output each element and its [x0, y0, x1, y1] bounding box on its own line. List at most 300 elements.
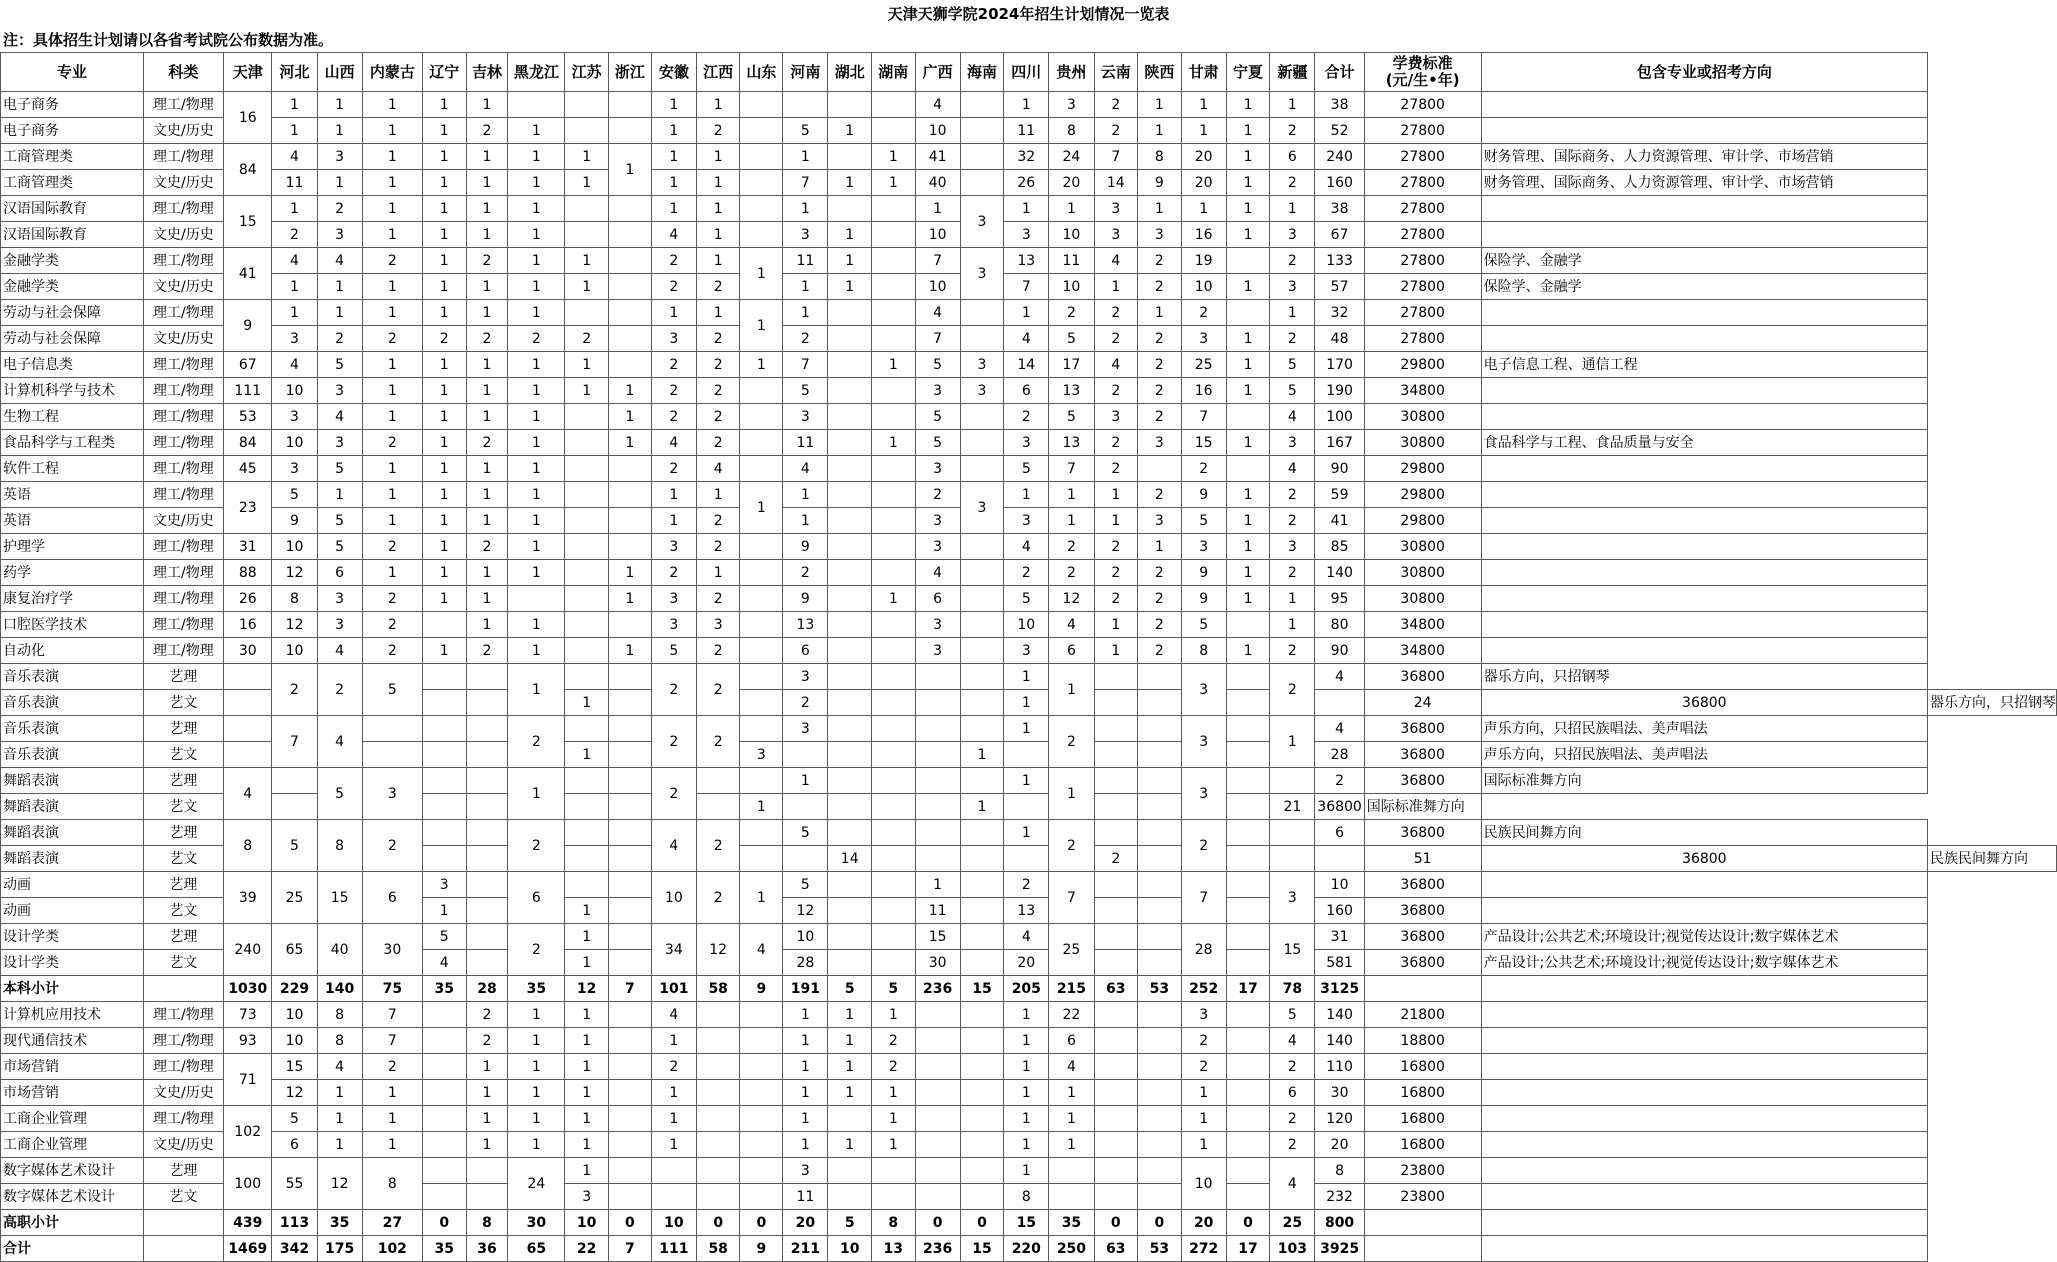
- table-cell: 市场营销: [1, 1080, 144, 1106]
- table-cell: 5: [1049, 326, 1094, 352]
- table-cell: 12: [696, 924, 740, 976]
- table-cell: 1: [1270, 586, 1315, 612]
- table-cell: 电子信息类: [1, 352, 144, 378]
- table-row: [1, 274, 2057, 300]
- table-cell: 1: [317, 300, 362, 326]
- table-cell: 6: [1270, 1080, 1315, 1106]
- table-cell: 11: [783, 248, 828, 274]
- table-cell: 1: [362, 118, 422, 144]
- table-cell: [740, 196, 783, 222]
- table-cell: 2: [696, 404, 740, 430]
- table-cell: [565, 612, 609, 638]
- table-cell: 6: [783, 638, 828, 664]
- table-cell: 13: [872, 1236, 916, 1262]
- table-cell: 2: [651, 274, 696, 300]
- table-cell: 1: [1004, 1002, 1049, 1028]
- table-cell: 52: [1315, 118, 1364, 144]
- table-cell: 10: [272, 534, 317, 560]
- table-cell: [740, 92, 783, 118]
- table-cell: 1: [783, 482, 828, 508]
- table-cell: 2: [1270, 1106, 1315, 1132]
- table-cell: 2: [1138, 378, 1182, 404]
- table-cell: [608, 612, 651, 638]
- table-cell: 2: [651, 404, 696, 430]
- table-row: [1, 1054, 2057, 1080]
- table-cell: [740, 1184, 783, 1210]
- table-cell: [828, 924, 872, 950]
- table-cell: [1094, 1106, 1138, 1132]
- table-cell: 4: [1315, 716, 1364, 742]
- table-cell: [224, 742, 272, 768]
- table-cell: [828, 950, 872, 976]
- table-cell: 3: [1004, 508, 1049, 534]
- table-cell: 36800: [1364, 898, 1481, 924]
- table-cell: 1: [362, 482, 422, 508]
- table-cell: 1: [608, 404, 651, 430]
- table-cell: 3: [272, 326, 317, 352]
- table-cell: [651, 1184, 696, 1210]
- table-cell: 4: [740, 924, 783, 976]
- table-cell: 电子商务: [1, 118, 144, 144]
- table-cell: [740, 1158, 783, 1184]
- table-cell: 8: [466, 1210, 508, 1236]
- table-cell: 1: [565, 924, 609, 950]
- table-cell: [960, 170, 1004, 196]
- table-cell: 1: [872, 1080, 916, 1106]
- table-cell: 10: [651, 1210, 696, 1236]
- table-cell: 4: [272, 352, 317, 378]
- table-cell: 19: [1181, 248, 1226, 274]
- table-cell: 1: [466, 222, 508, 248]
- table-cell: [1138, 716, 1182, 742]
- table-cell: 口腔医学技术: [1, 612, 144, 638]
- table-cell: 1: [362, 456, 422, 482]
- table-cell: 11: [783, 1184, 828, 1210]
- table-cell: [1094, 1080, 1138, 1106]
- table-cell: 27800: [1364, 118, 1481, 144]
- table-cell: [1481, 92, 1927, 118]
- table-cell: 73: [224, 1002, 272, 1028]
- table-cell: 10: [272, 1028, 317, 1054]
- table-cell: 111: [651, 1236, 696, 1262]
- table-cell: 7: [1004, 274, 1049, 300]
- table-cell: 1: [317, 1080, 362, 1106]
- table-cell: 35: [508, 976, 565, 1002]
- table-cell: 23: [224, 482, 272, 534]
- table-cell: [872, 794, 916, 820]
- table-cell: 2: [466, 248, 508, 274]
- table-cell: 90: [1315, 456, 1364, 482]
- table-cell: [872, 92, 916, 118]
- table-cell: 1: [508, 196, 565, 222]
- table-cell: 4: [224, 768, 272, 820]
- table-cell: [872, 820, 916, 846]
- table-cell: [1138, 1106, 1182, 1132]
- table-cell: 4: [317, 1054, 362, 1080]
- table-cell: 439: [224, 1210, 272, 1236]
- table-cell: 236: [915, 1236, 960, 1262]
- table-cell: 4: [1270, 1158, 1315, 1210]
- table-cell: 食品科学与工程类: [1, 430, 144, 456]
- table-cell: 1: [466, 1080, 508, 1106]
- table-cell: 5: [828, 976, 872, 1002]
- table-cell: 4: [317, 716, 362, 768]
- table-cell: [565, 222, 609, 248]
- table-cell: 文史/历史: [143, 274, 223, 300]
- table-cell: 53: [1138, 976, 1182, 1002]
- table-cell: 2: [1270, 1132, 1315, 1158]
- table-cell: [696, 1028, 740, 1054]
- table-cell: 9: [1138, 170, 1182, 196]
- table-cell: 1: [1226, 196, 1270, 222]
- table-cell: 4: [272, 248, 317, 274]
- table-cell: 7: [272, 716, 317, 768]
- table-cell: [915, 1158, 960, 1184]
- table-cell: [915, 768, 960, 794]
- table-cell: 10: [1049, 222, 1094, 248]
- table-cell: [608, 352, 651, 378]
- table-cell: 2: [872, 1028, 916, 1054]
- table-row: [1, 482, 2057, 508]
- table-cell: 3: [317, 612, 362, 638]
- table-cell: [224, 664, 272, 690]
- table-cell: 5: [422, 924, 466, 950]
- table-cell: [565, 820, 609, 846]
- table-cell: 1: [422, 456, 466, 482]
- table-cell: 5: [317, 456, 362, 482]
- table-cell: [960, 638, 1004, 664]
- table-cell: 1: [317, 482, 362, 508]
- table-cell: [960, 1002, 1004, 1028]
- table-cell: 13: [783, 612, 828, 638]
- table-cell: 3: [696, 612, 740, 638]
- table-cell: 10: [1181, 1158, 1226, 1210]
- table-cell: [915, 846, 960, 872]
- table-cell: 2: [696, 820, 740, 872]
- table-cell: 2: [1004, 872, 1049, 898]
- table-cell: [608, 482, 651, 508]
- table-cell: 1: [1049, 508, 1094, 534]
- table-cell: [1094, 1054, 1138, 1080]
- table-cell: 软件工程: [1, 456, 144, 482]
- table-cell: [1226, 664, 1270, 690]
- table-row: [1, 1080, 2057, 1106]
- table-cell: 1: [1181, 1080, 1226, 1106]
- table-cell: 1: [828, 170, 872, 196]
- table-cell: 1: [783, 196, 828, 222]
- column-header: 学费标准 (元/生•年): [1364, 53, 1481, 92]
- table-cell: 护理学: [1, 534, 144, 560]
- table-cell: 文史/历史: [143, 170, 223, 196]
- table-cell: [828, 1158, 872, 1184]
- table-cell: [1138, 1158, 1182, 1184]
- table-cell: [1226, 846, 1270, 872]
- table-cell: [872, 274, 916, 300]
- table-cell: 2: [466, 534, 508, 560]
- table-cell: [1270, 820, 1315, 846]
- table-cell: 63: [1094, 1236, 1138, 1262]
- table-row: [1, 118, 2057, 144]
- table-cell: 1: [565, 690, 609, 716]
- table-cell: [1138, 690, 1182, 716]
- table-cell: [1138, 768, 1182, 794]
- column-header: 甘肃: [1181, 53, 1226, 92]
- table-cell: 1: [1004, 300, 1049, 326]
- table-cell: 2: [1138, 326, 1182, 352]
- table-cell: 67: [1315, 222, 1364, 248]
- table-cell: 1: [1004, 1054, 1049, 1080]
- table-cell: 1: [362, 404, 422, 430]
- table-cell: 3: [783, 404, 828, 430]
- table-cell: 24: [508, 1158, 565, 1210]
- table-cell: [960, 1054, 1004, 1080]
- table-cell: 2: [362, 638, 422, 664]
- table-cell: [565, 196, 609, 222]
- table-cell: 艺理: [143, 664, 223, 690]
- table-cell: 3: [1138, 222, 1182, 248]
- table-cell: 35: [422, 976, 466, 1002]
- table-cell: 1: [1049, 1080, 1094, 1106]
- table-cell: [1270, 846, 1315, 872]
- table-cell: 9: [1181, 560, 1226, 586]
- table-cell: 音乐表演: [1, 690, 144, 716]
- table-row: [1, 404, 2057, 430]
- table-cell: [740, 456, 783, 482]
- table-cell: [828, 196, 872, 222]
- table-cell: 1: [508, 118, 565, 144]
- table-cell: 1: [508, 534, 565, 560]
- table-cell: 28: [1181, 924, 1226, 976]
- table-cell: 1: [466, 508, 508, 534]
- table-cell: [1364, 1210, 1481, 1236]
- table-cell: 102: [224, 1106, 272, 1158]
- table-cell: [872, 508, 916, 534]
- table-cell: 本科小计: [1, 976, 144, 1002]
- table-cell: [224, 690, 272, 716]
- table-cell: [1481, 1210, 1927, 1236]
- table-row: [1, 534, 2057, 560]
- table-cell: 理工/物理: [143, 404, 223, 430]
- table-cell: 1: [783, 768, 828, 794]
- table-cell: [828, 794, 872, 820]
- table-row: [1, 144, 2057, 170]
- table-cell: 1: [696, 196, 740, 222]
- table-cell: 2: [651, 378, 696, 404]
- table-cell: 8: [1049, 118, 1094, 144]
- table-cell: 2: [696, 274, 740, 300]
- table-cell: 3: [1181, 326, 1226, 352]
- table-cell: 3: [960, 352, 1004, 378]
- table-cell: 2: [915, 482, 960, 508]
- table-cell: [1481, 1132, 1927, 1158]
- table-cell: 58: [696, 976, 740, 1002]
- table-cell: 1: [696, 560, 740, 586]
- table-cell: 3: [1094, 222, 1138, 248]
- table-cell: [960, 950, 1004, 976]
- table-cell: [872, 404, 916, 430]
- table-cell: [1270, 768, 1315, 794]
- table-row: [1, 300, 2057, 326]
- table-cell: 1: [362, 170, 422, 196]
- table-cell: 3: [1181, 664, 1226, 716]
- table-cell: 1: [1094, 482, 1138, 508]
- table-cell: [828, 144, 872, 170]
- table-cell: [740, 586, 783, 612]
- table-cell: [1315, 690, 1364, 716]
- table-cell: 1: [508, 768, 565, 820]
- table-cell: 205: [1004, 976, 1049, 1002]
- table-cell: 2: [1094, 560, 1138, 586]
- table-cell: 1: [696, 92, 740, 118]
- table-cell: 1: [1049, 664, 1094, 716]
- table-cell: 190: [1315, 378, 1364, 404]
- table-cell: 25: [1049, 924, 1094, 976]
- table-cell: 1: [1226, 170, 1270, 196]
- table-cell: 9: [1181, 586, 1226, 612]
- table-cell: 3: [651, 534, 696, 560]
- table-cell: [740, 404, 783, 430]
- table-cell: 40: [915, 170, 960, 196]
- table-cell: [828, 716, 872, 742]
- table-cell: [960, 768, 1004, 794]
- table-cell: 1: [1004, 1080, 1049, 1106]
- table-cell: [960, 612, 1004, 638]
- table-cell: 8: [1181, 638, 1226, 664]
- table-cell: [1364, 976, 1481, 1002]
- table-cell: 理工/物理: [143, 1028, 223, 1054]
- table-cell: [565, 716, 609, 742]
- table-cell: 2: [1094, 534, 1138, 560]
- table-cell: 1: [466, 456, 508, 482]
- table-cell: 10: [1049, 274, 1094, 300]
- table-cell: 20: [783, 1210, 828, 1236]
- table-cell: 1: [508, 248, 565, 274]
- table-cell: 1: [317, 118, 362, 144]
- table-cell: 理工/物理: [143, 534, 223, 560]
- table-cell: 9: [740, 976, 783, 1002]
- table-cell: [828, 638, 872, 664]
- table-cell: [960, 326, 1004, 352]
- table-cell: 5: [651, 638, 696, 664]
- table-cell: 75: [362, 976, 422, 1002]
- table-cell: 1: [828, 118, 872, 144]
- table-cell: 1: [508, 222, 565, 248]
- table-cell: 生物工程: [1, 404, 144, 430]
- table-cell: 2: [272, 222, 317, 248]
- table-cell: 29800: [1364, 352, 1481, 378]
- table-cell: 1: [651, 508, 696, 534]
- table-cell: 自动化: [1, 638, 144, 664]
- table-cell: 5: [317, 768, 362, 820]
- table-cell: [1481, 638, 1927, 664]
- table-cell: [143, 976, 223, 1002]
- table-cell: 3: [317, 430, 362, 456]
- table-cell: 3: [1270, 430, 1315, 456]
- table-cell: 计算机科学与技术: [1, 378, 144, 404]
- table-cell: 2: [1181, 1054, 1226, 1080]
- table-cell: 1: [1270, 196, 1315, 222]
- table-cell: [740, 170, 783, 196]
- table-cell: [565, 430, 609, 456]
- table-cell: [783, 742, 828, 768]
- table-cell: 1: [466, 404, 508, 430]
- table-cell: 27800: [1364, 300, 1481, 326]
- table-cell: 1: [1094, 638, 1138, 664]
- table-cell: 3: [783, 1158, 828, 1184]
- column-header: 包含专业或招考方向: [1481, 53, 1927, 92]
- table-cell: 24: [1364, 690, 1481, 716]
- table-cell: 10: [651, 872, 696, 924]
- table-cell: [1226, 690, 1270, 716]
- table-row: [1, 664, 2057, 690]
- table-cell: 1: [651, 196, 696, 222]
- table-cell: 2: [651, 352, 696, 378]
- column-header: 黑龙江: [508, 53, 565, 92]
- table-cell: [422, 716, 466, 742]
- table-cell: 理工/物理: [143, 560, 223, 586]
- table-cell: 40: [317, 924, 362, 976]
- table-cell: 1: [872, 170, 916, 196]
- table-cell: 1: [466, 586, 508, 612]
- table-cell: 2: [1138, 560, 1182, 586]
- table-cell: 1: [696, 170, 740, 196]
- table-cell: 1: [1226, 144, 1270, 170]
- table-cell: 113: [272, 1210, 317, 1236]
- table-cell: 1: [508, 612, 565, 638]
- table-cell: 3: [1181, 768, 1226, 820]
- table-cell: 10: [915, 222, 960, 248]
- table-cell: 1: [317, 1106, 362, 1132]
- table-cell: [422, 1002, 466, 1028]
- table-row: [1, 326, 2057, 352]
- column-header: 广西: [915, 53, 960, 92]
- table-cell: 1: [1226, 222, 1270, 248]
- table-cell: [224, 716, 272, 742]
- column-header: 山西: [317, 53, 362, 92]
- table-cell: 1: [872, 144, 916, 170]
- table-cell: 32: [1315, 300, 1364, 326]
- table-cell: 2: [696, 430, 740, 456]
- table-cell: 1: [466, 612, 508, 638]
- table-cell: 30800: [1364, 560, 1481, 586]
- table-cell: 3925: [1315, 1236, 1364, 1262]
- table-cell: [872, 950, 916, 976]
- table-cell: 15: [1004, 1210, 1049, 1236]
- table-cell: 78: [1270, 976, 1315, 1002]
- table-cell: 理工/物理: [143, 352, 223, 378]
- table-cell: 3: [1138, 430, 1182, 456]
- table-cell: 1: [422, 92, 466, 118]
- table-cell: [740, 612, 783, 638]
- table-cell: 51: [1364, 846, 1481, 872]
- table-cell: 1: [422, 378, 466, 404]
- table-cell: [608, 690, 651, 716]
- table-cell: 1: [1004, 92, 1049, 118]
- table-cell: 1: [872, 430, 916, 456]
- table-cell: 8: [317, 1028, 362, 1054]
- table-cell: [1138, 794, 1182, 820]
- table-cell: [608, 898, 651, 924]
- table-cell: 1: [272, 118, 317, 144]
- table-cell: 63: [1094, 976, 1138, 1002]
- table-cell: 3: [317, 586, 362, 612]
- table-cell: [422, 690, 466, 716]
- table-cell: 13: [1004, 248, 1049, 274]
- table-cell: 2: [696, 508, 740, 534]
- table-cell: 20: [1181, 144, 1226, 170]
- table-cell: 2: [696, 664, 740, 716]
- table-cell: 88: [224, 560, 272, 586]
